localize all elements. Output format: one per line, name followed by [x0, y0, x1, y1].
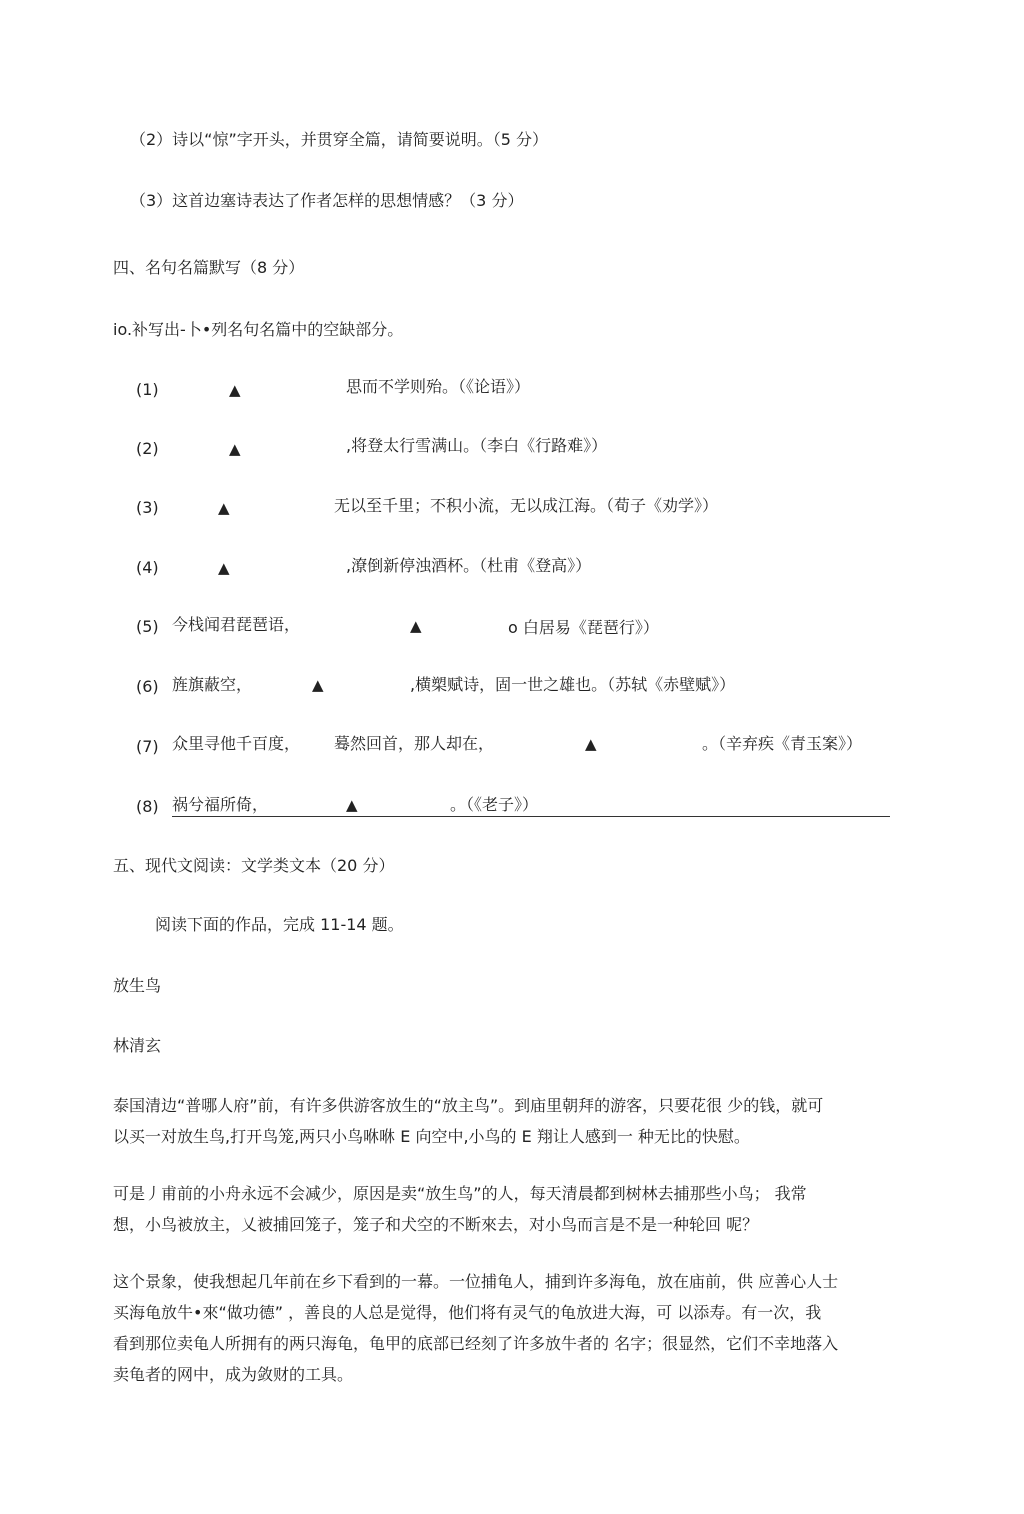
item-text-before: 众里寻他千百度， — [172, 734, 301, 753]
item-number: (3) — [136, 498, 159, 517]
item-text: ,横槊赋诗，固一世之雄也。（苏轼《赤壁赋》） — [410, 675, 736, 694]
paragraph-line: 看到那位卖龟人所拥有的两只海龟，龟甲的底部已经刻了许多放牛者的 名字；很显然，它们不幸地落入 — [113, 1334, 839, 1353]
article-title: 放生鸟 — [113, 976, 162, 995]
blank-marker: ▲ — [218, 559, 230, 577]
item-text-middle: 蓦然回首，那人却在， — [334, 734, 495, 753]
section-4-title: 四、名句名篇默写（8 分） — [113, 258, 305, 277]
article-author: 林清玄 — [113, 1036, 162, 1055]
blank-marker: ▲ — [229, 440, 241, 458]
item-text: o 白居易《琵琶行》） — [508, 618, 659, 637]
item-text: ,潦倒新停浊酒杯。（杜甫《登高》） — [346, 556, 592, 575]
item-text-before: 今栈闻君琵琶语， — [172, 615, 301, 634]
blank-marker: ▲ — [312, 676, 324, 694]
question-10-instruction: io.补写出-卜•列名句名篇中的空缺部分。 — [113, 320, 404, 339]
question-3: （3）这首边塞诗表达了作者怎样的思想情感？（3 分） — [130, 191, 524, 210]
item-number: (6) — [136, 677, 159, 696]
question-2: （2）诗以“惊”字开头，并贯穿全篇，请简要说明。（5 分） — [130, 130, 549, 149]
paragraph-line: 卖龟者的网中，成为敛财的工具。 — [113, 1365, 354, 1384]
item-number: (2) — [136, 439, 159, 458]
item-number: (8) — [136, 797, 159, 816]
item-number: (7) — [136, 737, 159, 756]
item-number: (1) — [136, 380, 159, 399]
item-text: 。（《老子》） — [450, 795, 539, 814]
paragraph-line: 可是丿甫前的小舟永远不会减少，原因是卖“放生鸟”的人，每天清晨都到树林去捕那些小鸟； 我常 — [113, 1184, 807, 1203]
paragraph-line: 这个景象，使我想起几年前在乡下看到的一幕。一位捕龟人，捕到许多海龟，放在庙前，供 应善心人士 — [113, 1272, 839, 1291]
blank-marker: ▲ — [229, 381, 241, 399]
item-number: (5) — [136, 617, 159, 636]
item-text: 无以至千里；不积小流，无以成江海。（荀子《劝学》） — [334, 496, 719, 515]
item-text: 思而不学则殆。（《论语》） — [346, 377, 531, 396]
blank-marker: ▲ — [585, 735, 597, 753]
article-paragraph-2 — [113, 1178, 913, 1240]
blank-marker: ▲ — [218, 499, 230, 517]
item-number: (4) — [136, 558, 159, 577]
blank-marker: ▲ — [410, 617, 422, 635]
blank-marker: ▲ — [346, 796, 358, 814]
divider-line — [172, 816, 890, 817]
paragraph-line: 想，小鸟被放主，乂被捕回笼子，笼子和犬空的不断來去，对小鸟而言是不是一种轮回 呢？ — [113, 1215, 759, 1234]
paragraph-line: 以买一对放生鸟,打开鸟笼,两只小鸟咻咻 E 向空中,小鸟的 E 翔让人感到一 种无比的快慰。 — [113, 1127, 750, 1146]
item-text-before: 旌旗蔽空， — [172, 675, 253, 694]
item-text: 。（辛弃疾《青玉案》） — [702, 734, 863, 753]
item-text: ,将登太行雪满山。（李白《行路难》） — [346, 436, 608, 455]
paragraph-line: 买海龟放牛•來“做功德” ，善良的人总是觉得，他们将有灵气的龟放进大海，可 以添寿。有一次，我 — [113, 1303, 822, 1322]
article-paragraph-1 — [113, 1090, 913, 1152]
section-5-title: 五、现代文阅读：文学类文本（20 分） — [113, 856, 395, 875]
item-text-before: 祸兮福所倚， — [172, 795, 269, 814]
article-paragraph-3 — [113, 1266, 913, 1390]
paragraph-line: 泰国清边“普哪人府”前，有许多供游客放生的“放主鸟”。到庙里朝拜的游客，只要花很 少的钱，就可 — [113, 1096, 824, 1115]
reading-instruction: 阅读下面的作品，完成 11-14 题。 — [155, 915, 404, 934]
